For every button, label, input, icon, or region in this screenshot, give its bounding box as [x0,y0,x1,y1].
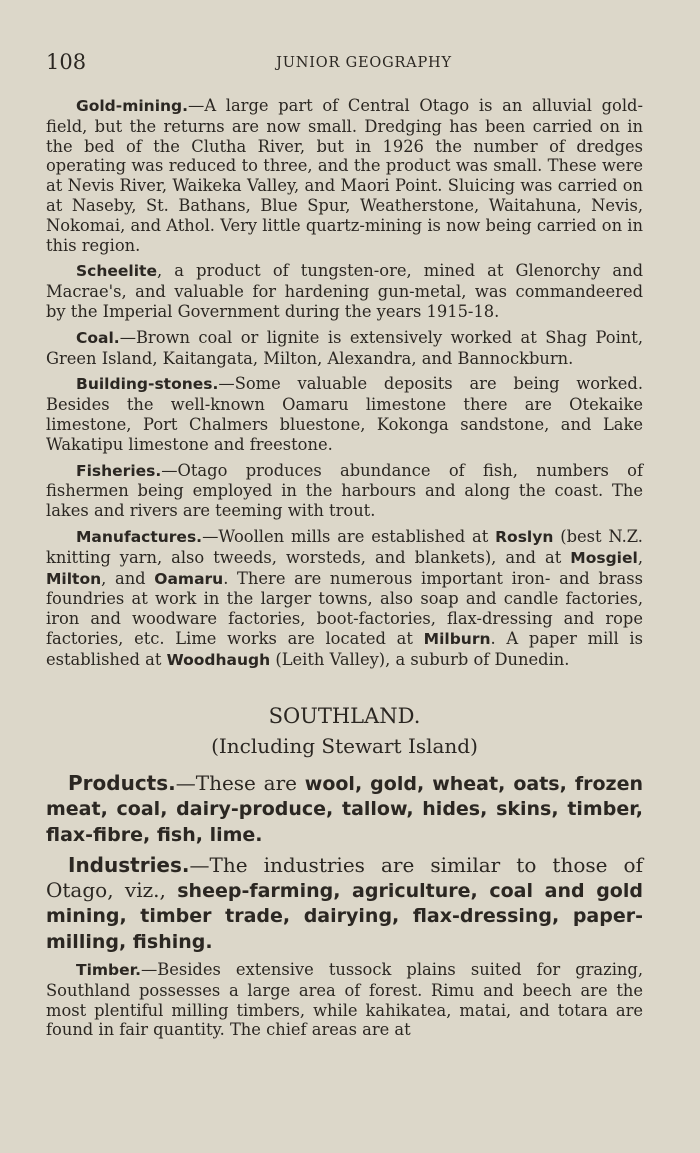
place-woodhaugh: Woodhaugh [166,650,271,669]
fisheries-heading: Fisheries. [76,461,162,480]
scheelite-heading: Scheelite [76,262,157,281]
place-oamaru: Oamaru [154,569,224,588]
running-head: JUNIOR GEOGRAPHY [276,55,452,71]
coal-heading: Coal. [76,328,120,347]
products-text: —These are [175,770,305,795]
place-milburn: Milburn [423,629,491,648]
scheelite-text: , a product of tungsten-ore, mined at Glenorchy and Macrae's, and valuable for hardening gun-metal, was commandeered by the Imperial Government during the years 1915-18. [46,261,643,321]
coal-text: —Brown coal or lignite is extensively worked at Shag Point, Green Island, Kaitangata, Milton, Alexandra, and Bannockburn. [46,327,643,368]
manufactures-text: , [637,547,643,567]
building-stones-heading: Building-stones. [76,375,219,394]
manufactures-text: (Leith Valley), a suburb of Dunedin. [270,649,570,669]
industries-heading: Industries. [68,853,190,878]
place-roslyn: Roslyn [495,527,554,546]
page-body [46,96,643,1046]
gold-mining-heading: Gold-mining. [76,97,189,115]
manufactures-text: , and [101,568,155,588]
industries-paragraph [46,853,643,954]
manufactures-text: . A paper mill is established at [46,628,643,669]
gold-mining-text: —A large part of Central Otago is an alluvial gold-field, but the returns are now small. Dredging has been carried on in the bed of the Clutha River, but in 1926 the number of dredges operating was reduced to three, and the product was small. These were at Nevis River, Waikeka Valley, and Maori Point. Sluicing was carried on at Naseby, St. Bathans, Blue Spur, Weatherstone, Waitahuna, Nevis, Nokomai, and Athol. Very little quartz-mining is now being carried on in this region. [46,96,643,255]
timber-paragraph [46,960,643,1040]
products-paragraph [46,771,643,848]
coal-paragraph [46,328,643,369]
manufactures-heading: Manufactures. [76,527,203,546]
southland-subtitle: (Including Stewart Island) [211,733,478,758]
scheelite-paragraph [46,261,643,321]
fisheries-text: —Otago produces abundance of fish, numbers of fishermen being employed in the harbours and along the coast. The lakes and rivers are teeming with trout. [46,460,643,521]
place-milton: Milton [46,569,102,588]
timber-heading: Timber. [76,961,141,980]
fisheries-paragraph [46,461,643,521]
manufactures-paragraph [46,527,643,671]
products-heading: Products. [68,770,176,795]
building-stones-text: —Some valuable deposits are being worked. Besides the well-known Oamaru limestone there are Otekaike limestone, Port Chalmers bluestone, Kokonga sandstone, and Lake Wakatipu limestone and freestone. [46,374,643,454]
industries-text: —The industries are similar to those of Otago, viz., [46,853,643,902]
manufactures-text: . There are numerous important iron- and brass foundries at work in the larger towns, also soap and candle factories, iron and woodware factories, boot-factories, flax-dressing and rope factories, etc. Lime works are located at [46,568,643,648]
products-list: wool, gold, wheat, oats, frozen meat, coal, dairy-produce, tallow, hides, skins, timber, flax-fibre, fish, lime. [46,772,643,846]
page-header [46,48,642,78]
manufactures-text: —Woollen mills are established at [202,526,496,546]
southland-title: SOUTHLAND. [268,703,421,728]
industries-list: sheep-farming, agriculture, coal and gold mining, timber trade, dairying, flax-dressing, paper-milling, fishing. [46,879,643,953]
manufactures-text: (best N.Z. knitting yarn, also tweeds, worsteds, and blankets), and at [46,526,643,567]
place-mosgiel: Mosgiel [570,548,638,567]
building-stones-paragraph [46,374,643,454]
page-number: 108 [46,50,87,74]
gold-mining-paragraph [46,96,643,255]
timber-text: —Besides extensive tussock plains suited for grazing, Southland possesses a large area of forest. Rimu and beech are the most plentiful milling timbers, while kahikatea, matai, and totara are found in fair quantity. The chief areas are at [46,960,643,1040]
